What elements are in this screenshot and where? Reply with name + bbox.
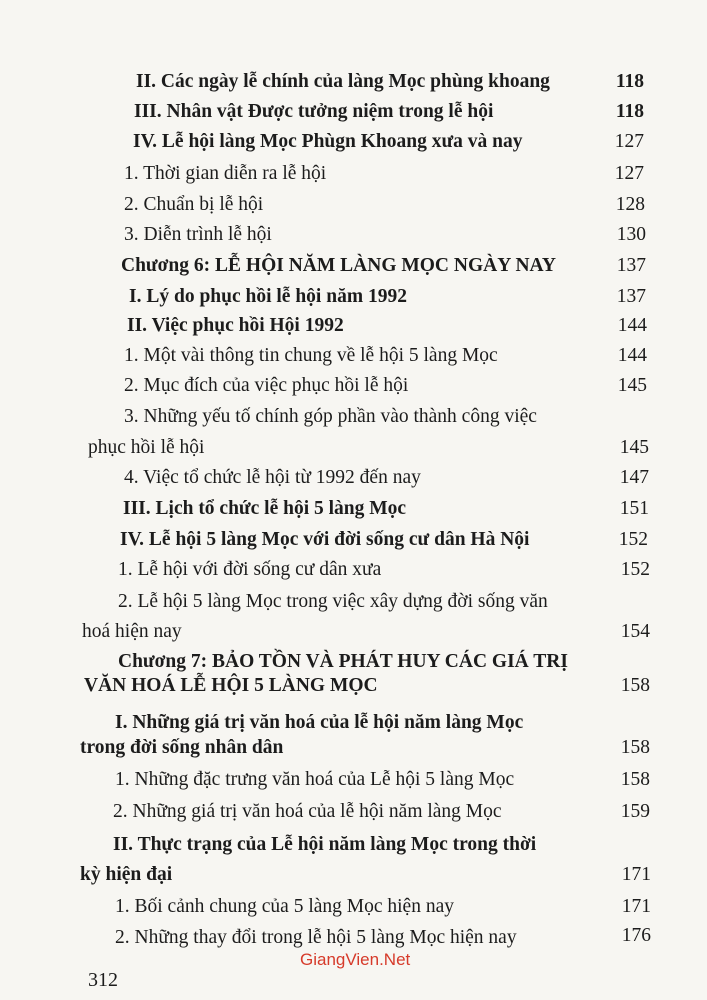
toc-entry-text: III. Nhân vật Được tưởng niệm trong lễ hội	[134, 101, 494, 122]
toc-entry-text: hoá hiện nay	[82, 621, 182, 642]
toc-entry-text: II. Việc phục hồi Hội 1992	[127, 315, 344, 336]
toc-entry-text: IV. Lễ hội 5 làng Mọc với đời sống cư dân Hà Nội	[120, 529, 530, 550]
toc-entry-text: 2. Chuẩn bị lễ hội	[124, 194, 264, 215]
toc-entry-page: 176	[621, 925, 651, 946]
toc-entry-text: I. Lý do phục hồi lễ hội năm 1992	[129, 286, 407, 307]
toc-entry-text: 3. Những yếu tố chính góp phần vào thành công việc	[124, 406, 537, 427]
toc-entry-text: 1. Lễ hội với đời sống cư dân xưa	[118, 559, 382, 580]
toc-entry-page: 158	[620, 769, 650, 790]
toc-entry-text: 2. Những thay đổi trong lễ hội 5 làng Mọc hiện nay	[115, 927, 517, 948]
toc-entry-page: 171	[621, 896, 651, 917]
toc-entry-text: 2. Mục đích của việc phục hồi lễ hội	[124, 375, 409, 396]
toc-entry-page: 145	[619, 437, 649, 458]
toc-entry-page: 151	[619, 498, 649, 519]
toc-entry-page: 145	[617, 375, 647, 396]
toc-entry-text: IV. Lễ hội làng Mọc Phùgn Khoang xưa và nay	[133, 131, 523, 152]
toc-entry-text: 2. Những giá trị văn hoá của lễ hội năm làng Mọc	[113, 801, 502, 822]
toc-entry-text: 1. Thời gian diễn ra lễ hội	[124, 163, 327, 184]
toc-entry-page: 158	[620, 737, 650, 758]
page-number: 312	[88, 969, 118, 991]
toc-entry-text: III. Lịch tổ chức lễ hội 5 làng Mọc	[123, 498, 407, 519]
toc-entry-page: 130	[616, 224, 646, 245]
toc-entry-page: 152	[620, 559, 650, 580]
toc-entry-text: kỳ hiện đại	[80, 864, 173, 885]
toc-entry-page: 147	[619, 467, 649, 488]
toc-entry-text: 3. Diễn trình lễ hội	[124, 224, 272, 245]
toc-entry-page: 171	[621, 864, 651, 885]
toc-entry-page: 118	[615, 71, 644, 92]
toc-entry-page: 128	[615, 194, 645, 215]
toc-entry-text: 4. Việc tổ chức lễ hội từ 1992 đến nay	[124, 467, 421, 488]
toc-entry-text: 1. Bối cảnh chung của 5 làng Mọc hiện nay	[115, 896, 454, 917]
toc-entry-page: 137	[616, 286, 646, 307]
toc-entry-text: 2. Lễ hội 5 làng Mọc trong việc xây dựng đời sống văn	[118, 591, 548, 612]
toc-entry-text: 1. Một vài thông tin chung về lễ hội 5 làng Mọc	[124, 345, 498, 366]
toc-entry-page: 118	[615, 101, 644, 122]
toc-entry-page: 158	[620, 675, 650, 696]
toc-entry-page: 154	[620, 621, 650, 642]
toc-entry-text: II. Các ngày lễ chính của làng Mọc phùng khoang	[136, 71, 550, 92]
toc-chapter-heading: Chương 7: BẢO TỒN VÀ PHÁT HUY CÁC GIÁ TRỊ	[118, 651, 568, 672]
toc-chapter-heading: Chương 6: LỄ HỘI NĂM LÀNG MỌC NGÀY NAY	[121, 255, 556, 276]
toc-entry-page: 127	[614, 163, 644, 184]
toc-entry-page: 144	[617, 315, 647, 336]
toc-entry-page: 152	[618, 529, 648, 550]
toc-chapter-heading: VĂN HOÁ LỄ HỘI 5 LÀNG MỌC	[84, 675, 378, 696]
toc-entry-text: 1. Những đặc trưng văn hoá của Lễ hội 5 làng Mọc	[115, 769, 515, 790]
toc-entry-page: 137	[616, 255, 646, 276]
watermark: GiangVien.Net	[300, 950, 411, 969]
toc-entry-text: II. Thực trạng của Lễ hội năm làng Mọc trong thời	[113, 834, 537, 855]
toc-entry-page: 159	[620, 801, 650, 822]
toc-entry-text: I. Những giá trị văn hoá của lễ hội năm làng Mọc	[115, 712, 524, 733]
toc-entry-page: 144	[617, 345, 647, 366]
toc-entry-page: 127	[614, 131, 644, 152]
toc-entry-text: phục hồi lễ hội	[88, 437, 205, 458]
toc-entry-text: trong đời sống nhân dân	[80, 737, 284, 758]
